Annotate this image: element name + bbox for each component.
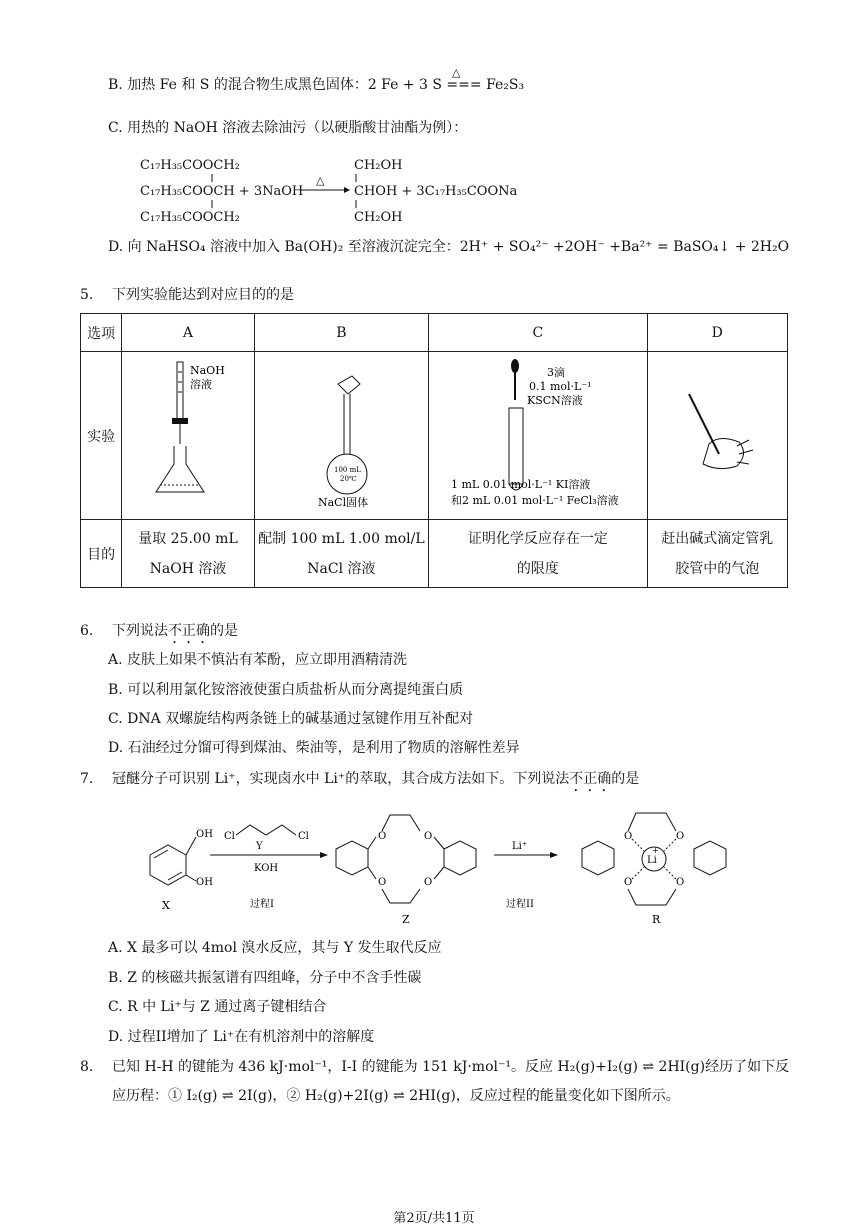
table-purpose-row xyxy=(81,520,788,588)
q6-option-a: A. 皮肤上如果不慎沾有苯酚，应立即用酒精清洗 xyxy=(108,652,408,668)
q6-stem: 下列说法不正确的是 xyxy=(112,623,238,639)
crown-ether-synthesis-scheme xyxy=(120,805,740,935)
q6-option-c: C. DNA 双螺旋结构两条链上的碱基通过氢键作用互补配对 xyxy=(108,711,474,727)
z-o-4: O xyxy=(424,877,433,888)
r-o-1: O xyxy=(624,831,633,842)
z-o-2: O xyxy=(424,831,433,842)
step2-label: 过程II xyxy=(506,899,534,910)
z-o-1: O xyxy=(378,831,387,842)
q6-option-d: D. 石油经过分馏可得到煤油、柴油等，是利用了物质的溶解性差异 xyxy=(108,740,520,756)
q6-number: 6. xyxy=(80,623,94,639)
label-100ml: 100 mL xyxy=(334,465,362,474)
header-a: A xyxy=(122,314,254,352)
q7-option-a: A. X 最多可以 4mol 溴水反应，其与 Y 发生取代反应 xyxy=(108,940,442,956)
label-3-drops: 3滴 xyxy=(546,365,565,379)
purpose-d: 赶出碱式滴定管乳 胶管中的气泡 xyxy=(647,520,787,588)
step1-label: 过程I xyxy=(250,899,274,910)
cell-b-image xyxy=(254,352,428,520)
q5-experiment-table xyxy=(80,313,788,588)
burette-flask-diagram xyxy=(124,354,252,514)
x-oh-2: OH xyxy=(196,877,213,888)
label-ki: 1 mL 0.01 mol·L⁻¹ KI溶液 xyxy=(450,477,591,491)
r-o-3: O xyxy=(624,877,633,888)
header-b: B xyxy=(254,314,428,352)
q4-option-b-condition: △ xyxy=(452,66,461,79)
x-label: X xyxy=(162,899,170,912)
q8-line2: 应历程：① I₂(g) ⇌ 2I(g)，② H₂(g)+2I(g) ⇌ 2HI(g)，反应过程的能量变化如下图所示。 xyxy=(112,1088,680,1104)
y-cl-2: Cl xyxy=(298,831,309,842)
label-kscn: KSCN溶液 xyxy=(526,393,583,407)
koh-label: KOH xyxy=(254,863,279,874)
purpose-a: 量取 25.00 mL NaOH 溶液 xyxy=(122,520,254,588)
table-experiment-row xyxy=(81,352,788,520)
eq-right-2: CHOH + 3C₁₇H₃₅COONa xyxy=(354,184,518,199)
q5-stem: 下列实验能达到对应目的的是 xyxy=(112,287,294,303)
test-tube-dropper-diagram xyxy=(431,354,645,514)
q5-number: 5. xyxy=(80,287,94,303)
r-li: Li xyxy=(647,855,657,866)
r-o-2: O xyxy=(676,831,685,842)
label-20c: 20℃ xyxy=(340,474,358,483)
eq-right-3: CH₂OH xyxy=(354,210,403,225)
r-o-4: O xyxy=(676,877,685,888)
q7-option-c: C. R 中 Li⁺与 Z 通过离子键相结合 xyxy=(108,999,327,1015)
row-label-purpose: 目的 xyxy=(81,520,122,588)
q4-option-b: B. 加热 Fe 和 S 的混合物生成黑色固体：2 Fe + 3 S === Fe₂S₃ xyxy=(108,77,525,93)
x-oh-1: OH xyxy=(196,829,213,840)
volumetric-flask-diagram xyxy=(256,354,426,514)
eq-condition: △ xyxy=(316,174,325,187)
q4-option-c: C. 用热的 NaOH 溶液去除油污（以硬脂酸甘油酯为例）： xyxy=(108,120,468,136)
cell-c-image xyxy=(429,352,647,520)
label-naoh: NaOH xyxy=(189,363,225,377)
label-concentration: 0.1 mol·L⁻¹ xyxy=(528,379,592,393)
eq-left-1: C₁₇H₃₅COOCH₂ xyxy=(140,158,240,173)
q8-line1: 已知 H-H 的键能为 436 kJ·mol⁻¹，I-I 的键能为 151 kJ·mol⁻¹。反应 H₂(g)+I₂(g) ⇌ 2HI(g)经历了如下反 xyxy=(112,1059,790,1075)
cell-d-image xyxy=(647,352,787,520)
z-label: Z xyxy=(402,913,410,926)
q7-stem: 冠醚分子可识别 Li⁺，实现卤水中 Li⁺的萃取，其合成方法如下。下列说法不正确的是 xyxy=(112,771,640,787)
y-label: Y xyxy=(256,841,263,852)
q6-option-b: B. 可以利用氯化铵溶液使蛋白质盐析从而分离提纯蛋白质 xyxy=(108,682,464,698)
purpose-c: 证明化学反应存在一定 的限度 xyxy=(429,520,647,588)
equation-bonds xyxy=(0,0,868,240)
q8-number: 8. xyxy=(80,1059,94,1075)
eq-left-2: C₁₇H₃₅COOCH + 3NaOH xyxy=(140,184,304,199)
label-solution: 溶液 xyxy=(189,377,212,391)
purpose-b: 配制 100 mL 1.00 mol/L NaCl 溶液 xyxy=(254,520,428,588)
svg-text:+: + xyxy=(652,846,659,855)
li-reagent: Li⁺ xyxy=(512,841,528,852)
row-label-experiment: 实验 xyxy=(81,352,122,520)
label-nacl-solid: NaCl固体 xyxy=(318,495,369,509)
header-d: D xyxy=(647,314,787,352)
hand-burette-diagram xyxy=(649,354,785,514)
q7-option-b: B. Z 的核磁共振氢谱有四组峰，分子中不含手性碳 xyxy=(108,970,422,986)
q7-option-d: D. 过程II增加了 Li⁺在有机溶剂中的溶解度 xyxy=(108,1029,375,1045)
y-cl-1: Cl xyxy=(224,831,235,842)
q7-number: 7. xyxy=(80,771,94,787)
eq-left-3: C₁₇H₃₅COOCH₂ xyxy=(140,210,240,225)
cell-a-image xyxy=(122,352,254,520)
table-header-row xyxy=(81,314,788,352)
z-o-3: O xyxy=(378,877,387,888)
header-c: C xyxy=(429,314,647,352)
q4-option-d: D. 向 NaHSO₄ 溶液中加入 Ba(OH)₂ 至溶液沉淀完全：2H⁺ + SO₄²⁻ +2OH⁻ +Ba²⁺ = BaSO₄↓ + 2H₂O xyxy=(108,239,790,255)
header-option: 选项 xyxy=(81,314,122,352)
r-label: R xyxy=(652,913,661,926)
label-fecl3: 和2 mL 0.01 mol·L⁻¹ FeCl₃溶液 xyxy=(450,493,619,507)
eq-right-1: CH₂OH xyxy=(354,158,403,173)
page-footer: 第2页/共11页 xyxy=(393,1211,475,1226)
